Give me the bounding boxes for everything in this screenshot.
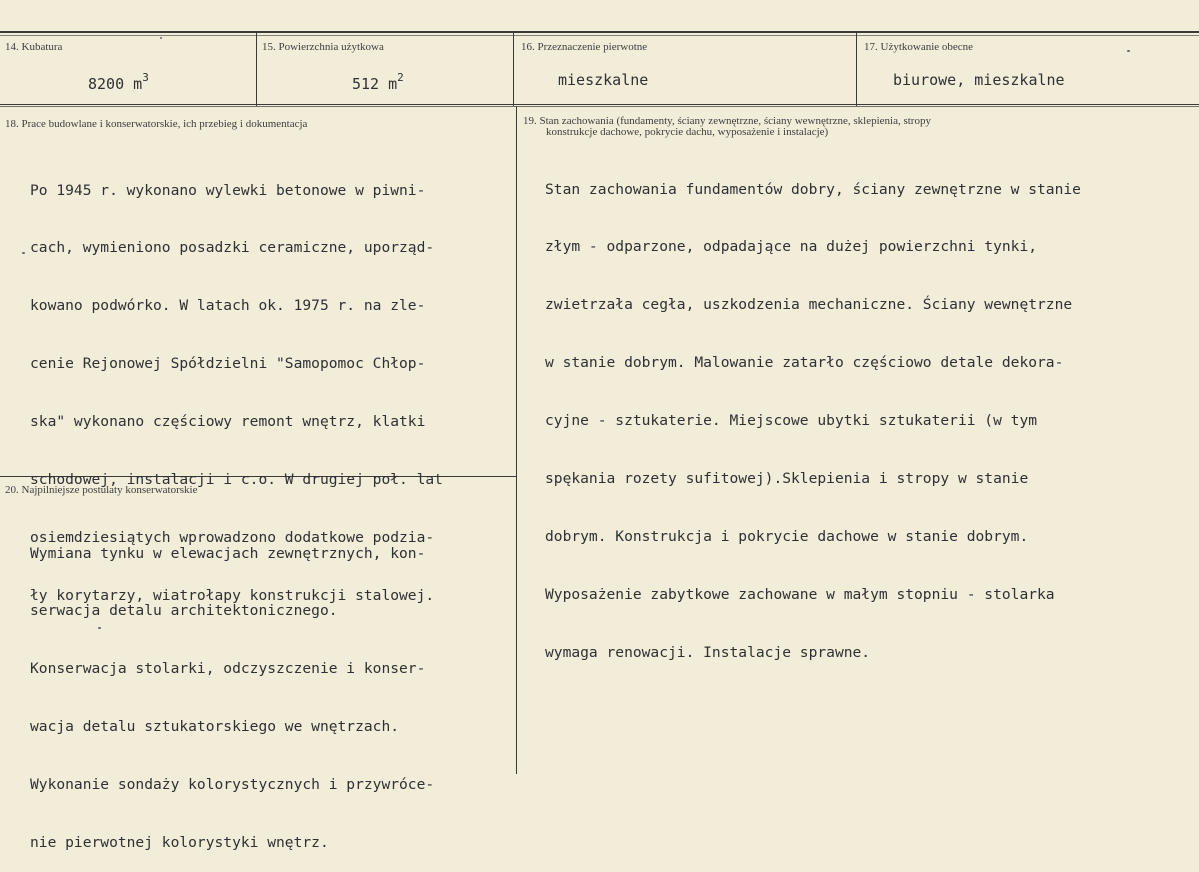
field-18-label: 18. Prace budowlane i konserwatorskie, ich przebieg i dokumentacja xyxy=(5,118,308,130)
top-border-line xyxy=(0,31,1199,33)
field-20-label: 20. Najpilniejsze postulaty konserwatorskie xyxy=(5,484,198,496)
field-18-line: kowano podwórko. W latach ok. 1975 r. na zle- xyxy=(30,297,426,315)
col-divider-main xyxy=(516,106,517,774)
field-16-label: 16. Przeznaczenie pierwotne xyxy=(521,41,648,53)
field-20-line: Wykonanie sondaży kolorystycznych i przywróce- xyxy=(30,776,435,794)
field-15-number: 512 m xyxy=(352,75,398,93)
field-19-line: Wyposażenie zabytkowe zachowane w małym stopniu - stolarka xyxy=(545,585,1055,603)
row-divider-1 xyxy=(0,104,1199,105)
field-20-text xyxy=(30,505,434,872)
field-14-label: 14. Kubatura xyxy=(5,41,63,53)
field-19-line: wymaga renowacji. Instalacje sprawne. xyxy=(545,643,871,661)
field-15-label: 15. Powierzchnia użytkowa xyxy=(262,41,384,53)
paper-speck xyxy=(98,627,101,629)
paper-speck xyxy=(22,252,25,254)
paper-speck xyxy=(1127,50,1130,52)
col-divider-15-16 xyxy=(513,33,514,106)
field-19-line: złym - odparzone, odpadające na dużej powierzchni tynki, xyxy=(545,238,1038,256)
field-19-text xyxy=(545,141,1081,681)
field-19-label-line-1: 19. Stan zachowania (fundamenty, ściany zewnętrzne, ściany wewnętrzne, sklepienia, stropy xyxy=(523,115,931,127)
top-border-line-thin xyxy=(0,35,1199,36)
field-18-line: ska" wykonano częściowy remont wnętrz, klatki xyxy=(30,413,426,431)
field-17-label: 17. Użytkowanie obecne xyxy=(864,41,974,53)
field-14-unit-exponent: 3 xyxy=(142,71,149,84)
field-20-line: Wymiana tynku w elewacjach zewnętrznych, kon- xyxy=(30,544,426,562)
col-divider-14-15 xyxy=(256,33,257,106)
field-19-line: Stan zachowania fundamentów dobry, ściany zewnętrzne w stanie xyxy=(545,180,1081,198)
field-19-line: cyjne - sztukaterie. Miejscowe ubytki sztukaterii (w tym xyxy=(545,412,1038,430)
field-15-unit-exponent: 2 xyxy=(397,71,404,84)
col-divider-16-17 xyxy=(856,33,857,106)
field-20-line: nie pierwotnej kolorystyki wnętrz. xyxy=(30,834,329,852)
field-20-line: wacja detalu sztukatorskiego we wnętrzach. xyxy=(30,718,400,736)
field-19-label-line-2: konstrukcje dachowe, pokrycie dachu, wyposażenie i instalacje) xyxy=(546,126,829,138)
field-19-line: w stanie dobrym. Malowanie zatarło częściowo detale dekora- xyxy=(545,354,1064,372)
field-18-line: cenie Rejonowej Spółdzielni "Samopomoc Chłop- xyxy=(30,355,426,373)
field-18-line: Po 1945 r. wykonano wylewki betonowe w piwni- xyxy=(30,181,426,199)
field-15-value xyxy=(352,73,404,93)
field-14-number: 8200 m xyxy=(88,75,143,93)
field-19-line: dobrym. Konstrukcja i pokrycie dachowe w stanie dobrym. xyxy=(545,527,1029,545)
field-20-line: serwacja detalu architektonicznego. xyxy=(30,602,338,620)
field-14-value xyxy=(88,73,149,93)
field-19-line: spękania rozety sufitowej).Sklepienia i stropy w stanie xyxy=(545,470,1029,488)
field-19-line: zwietrzała cegła, uszkodzenia mechaniczne. Ściany wewnętrzne xyxy=(545,296,1073,314)
row-divider-1b xyxy=(0,106,1199,107)
field-18-line: cach, wymieniono posadzki ceramiczne, uporząd- xyxy=(30,239,435,257)
field-18-line: osiemdziesiątych wprowadzono dodatkowe podzia- xyxy=(30,528,435,546)
field-16-value: mieszkalne xyxy=(558,71,649,89)
field-17-value: biurowe, mieszkalne xyxy=(893,71,1065,89)
field-20-line: Konserwacja stolarki, odczyszczenie i konser- xyxy=(30,660,426,678)
field-18-line: schodowej, instalacji i c.o. W drugiej poł. lat xyxy=(30,471,443,489)
field-18-line: ły korytarzy, wiatrołapy konstrukcji stalowej. xyxy=(30,586,435,604)
paper-speck xyxy=(160,37,162,39)
